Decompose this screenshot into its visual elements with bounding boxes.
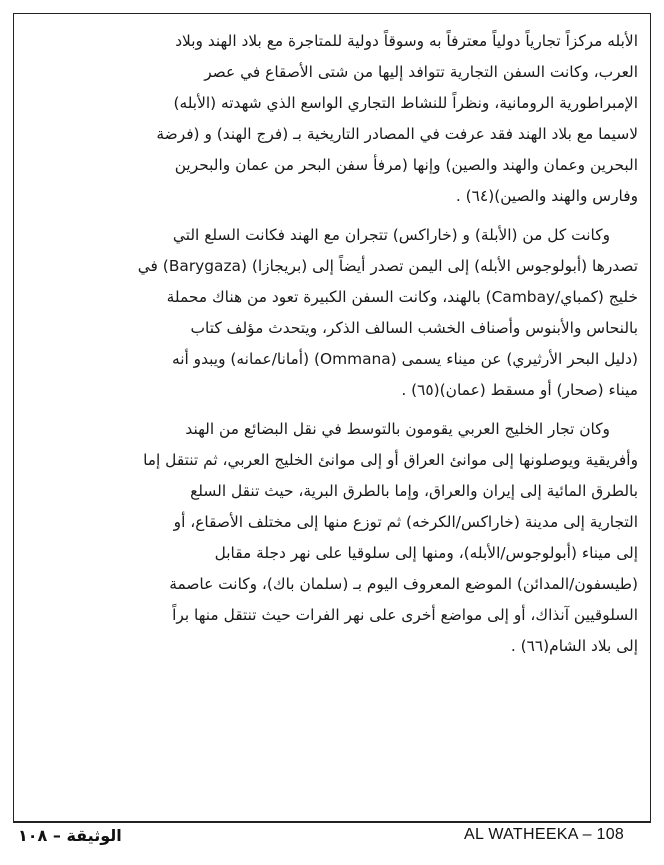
text-line: الأبله مركزاً تجارياً دولياً معترفاً به وسوقاً دولية للمتاجرة مع بلاد الهند وبلاد [175, 32, 638, 50]
footer-divider [13, 822, 651, 823]
text-line: بالنحاس والأبنوس وأصناف الخشب السالف الذكر، ويتحدث مؤلف كتاب [190, 319, 638, 337]
text-line: وكانت كل من (الأبلة) و (خاراكس) تتجران مع الهند فكانت السلع التي [172, 226, 610, 244]
text-line: وكان تجار الخليج العربي يقومون بالتوسط في نقل البضائع من الهند [185, 420, 610, 438]
text-line: البحرين وعمان والهند والصين) وإنها (مرفأ سفن البحر من عمان والبحرين [174, 156, 638, 174]
text-line: السلوقيين آنذاك، أو إلى مواضع أخرى على نهر الفرات حيث تنتقل منها براً [172, 606, 638, 624]
text-line: التجارية إلى مدينة (خاراكس/الكرخه) ثم توزع منها إلى مختلف الأصقاع، أو [173, 513, 638, 531]
text-line: لاسيما مع بلاد الهند فقد عرفت في المصادر التاريخية بـ (فرج الهند) و (فرضة [156, 125, 638, 143]
text-line: وأفريقية ويوصلونها إلى موانئ العراق أو إلى موانئ الخليج العربي، ثم تنتقل إما [143, 451, 638, 469]
text-line: (طيسفون/المدائن) الموضع المعروف اليوم بـ (سلمان باك)، وكانت عاصمة [169, 575, 638, 593]
text-line: (دليل البحر الأرثيري) عن ميناء يسمى (Ommana) (أمانا/عمانه) ويبدو أنه [171, 350, 638, 368]
text-line: العرب، وكانت السفن التجارية تتوافد إليها من شتى الأصقاع في عصر [204, 63, 638, 81]
text-line: إلى بلاد الشام(٦٦) . [510, 637, 638, 655]
paragraph-2 [24, 220, 638, 406]
text-line: ميناء (صحار) أو مسقط (عمان)(٦٥) . [401, 381, 638, 399]
text-line: بالطرق المائية إلى إيران والعراق، وإما بالطرق البرية، حيث تنقل السلع [190, 482, 638, 500]
footer-journal-english: AL WATHEEKA – 108 [464, 826, 625, 843]
text-line: خليج (كمباي/Cambay) بالهند، وكانت السفن الكبيرة تعود من هناك محملة [166, 288, 638, 306]
text-line: إلى ميناء (أبولوجوس/الأبله)، ومنها إلى سلوقيا على نهر دجلة مقابل [214, 544, 638, 562]
paragraph-1 [24, 26, 638, 212]
body-text [24, 26, 638, 662]
text-line: الإمبراطورية الرومانية، ونظراً للنشاط التجاري الواسع الذي شهدته (الأبله) [173, 94, 638, 112]
footer-journal-arabic: الوثيقة – ١٠٨ [18, 826, 122, 845]
text-line: وفارس والهند والصين)(٦٤) . [455, 187, 638, 205]
paragraph-3 [24, 414, 638, 662]
text-line: تصدرها (أبولوجوس الأبله) إلى اليمن تصدر أيضاً إلى (بريجازا) (Barygaza) في [137, 257, 638, 275]
